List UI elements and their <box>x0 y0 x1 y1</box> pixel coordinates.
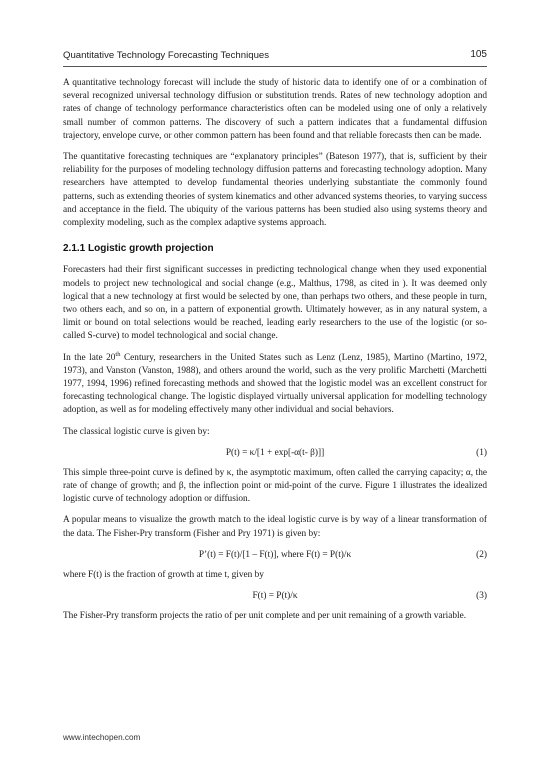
footer-url[interactable]: www.intechopen.com <box>63 733 141 742</box>
equation-1-number: (1) <box>476 447 487 458</box>
paragraph-fisher-pry-ratio: The Fisher-Pry transform projects the ratio of per unit complete and per unit remaining of a growth variable. <box>63 611 467 622</box>
paragraph-three-point-curve: This simple three-point curve is defined by κ, the asymptotic maximum, often called the carrying capacity; α, the rate of change of growth; and β, the inflection point or mid-point of the curve. Figure 1 illustrates the idealized logistic curve of technology adoption or diffusion. <box>63 467 487 505</box>
equation-3 <box>63 590 487 604</box>
equation-3-number: (3) <box>476 591 487 602</box>
paragraph-exponential-models: Forecasters had their first significant successes in predicting technological change when they used exponential models to project new technological and social change (e.g., Malthus, 1798, as cited in ). It was deemed only logical that a new technology at first would be selected by one, than perhaps two others, and these people in turn, two others each, and so on, in a pattern of exponential growth. Ultimately however, as in any natural system, a limit or bound on total selections would be reached, leading early researchers to the use of the logistic (or so-called S-curve) to model technological and social change. <box>63 265 487 342</box>
running-title: Quantitative Technology Forecasting Techniques <box>63 50 270 61</box>
equation-3-expression: F(t) = P(t)/κ <box>252 591 298 602</box>
equation-1-expression: P(t) = κ/[1 + exp[-α(t- β)]] <box>225 447 325 458</box>
paragraph-intro: A quantitative technology forecast will include the study of historic data to identify one of or a combination of several recognized universal technology diffusion or substitution trends. Rates of new technology adoption and rates of change of technology performance characteristics often can be modeled using one of only a relatively small number of common patterns. The discovery of such a pattern indicates that a fundamental diffusion trajectory, envelope curve, or other common pattern has been found and that reliable forecasts then can be made. <box>63 78 487 141</box>
main-text <box>63 77 487 631</box>
page-number: 105 <box>470 49 487 60</box>
running-header <box>63 50 487 67</box>
equation-2-number: (2) <box>476 549 487 560</box>
paragraph-fisher-pry-intro: A popular means to visualize the growth match to the ideal logistic curve is by way of a linear transformation of the data. The Fisher-Pry transform (Fisher and Pry 1971) is given by: <box>63 515 487 539</box>
paragraph-late-20th-century <box>63 352 487 418</box>
section-heading: 2.1.1 Logistic growth projection <box>63 243 214 255</box>
equation-2 <box>63 549 487 563</box>
equation-1 <box>63 447 487 461</box>
p4-superscript: th <box>115 350 121 358</box>
p4-text-post: Century, researchers in the United States such as Lenz (Lenz, 1985), Martino (Martino, 1972, 1973), and Vanston (Vanston, 1988), and others around the world, such as the very prolific Marchetti (Marchetti 1977, 1994, 1996) refined forecasting methods and showed that the logistic model was an excellent construct for forecasting technological change. The logistic displayed virtually universal application for modelling technology adoption, as well as for modeling effectively many other individual and social behaviors. <box>63 352 487 416</box>
paragraph-where-f: where F(t) is the fraction of growth at time t, given by <box>63 569 264 580</box>
paragraph-classical-logistic: The classical logistic curve is given by: <box>63 426 210 437</box>
equation-2-expression: P’(t) = F(t)/[1 – F(t)], where F(t) = P(t)/κ <box>198 549 352 560</box>
paragraph-explanatory-principles: The quantitative forecasting techniques are “explanatory principles” (Bateson 1977), that is, sufficient by their reliability for the purposes of modeling technology diffusion patterns and forecasting technology adoption. Many researchers have attempted to develop fundamental theories underlying substantiate the commonly found patterns, such as extending theories of system kinematics and other advanced systems theories, to varying success and acceptance in the field. The ubiquity of the various patterns has been studied also using systems theory and complexity modeling, such as the complex adaptive systems approach. <box>63 152 487 229</box>
p4-text-pre: In the late 20 <box>63 352 116 363</box>
